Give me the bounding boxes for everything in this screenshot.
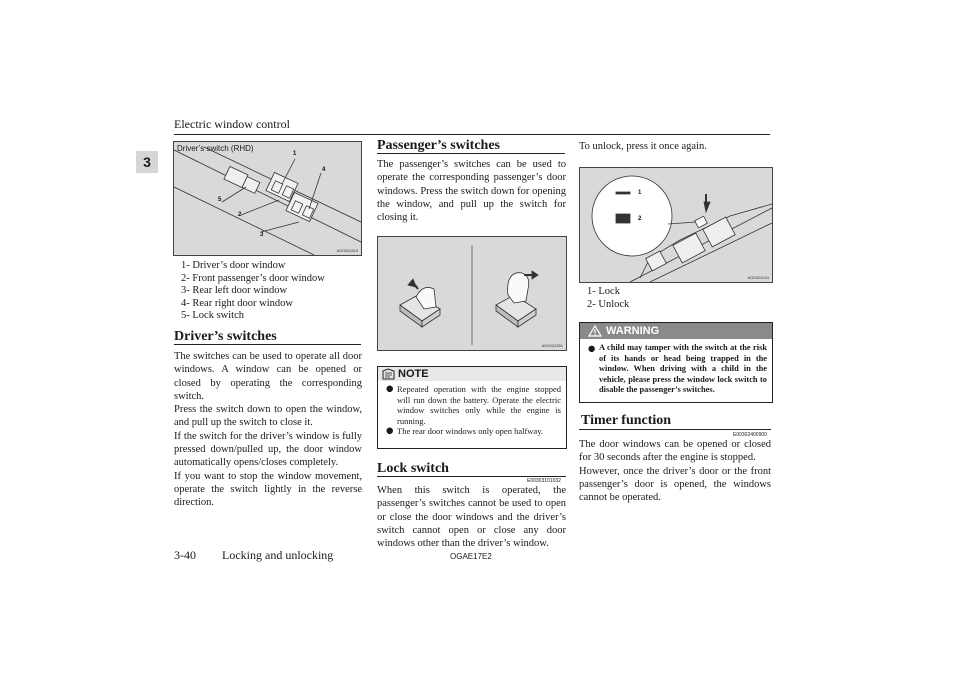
- legend-item: 2- Unlock: [587, 298, 630, 310]
- timer-function-body: [579, 438, 771, 504]
- lock-legend: [587, 286, 767, 311]
- lock-switch-code: E00303101032: [527, 478, 561, 484]
- legend-item: 2- Front passenger’s door window: [181, 272, 325, 284]
- note-title: NOTE: [398, 368, 429, 380]
- note-icon: [382, 368, 395, 380]
- paragraph: However, once the driver’s door or the front passenger’s door is opened, the windows cannot be operated.: [579, 465, 771, 504]
- callout-2: 2: [638, 216, 642, 222]
- note-item-text: Repeated operation with the engine stopped will run down the battery. Operate the electric window switches only while the engine is running.: [397, 384, 561, 426]
- lock-switch-heading: Lock switch: [377, 461, 449, 476]
- passenger-switch-figure: [377, 236, 567, 351]
- warning-item: ● A child may tamper with the switch at the risk of its hands or head being trapped in the window. When driving with a child in the vehicle, please press the window lock switch to disable the passenger’s switches.: [588, 343, 767, 394]
- heading-rule: [579, 429, 771, 430]
- paragraph: The door windows can be opened or closed for 30 seconds after the engine is stopped.: [579, 439, 771, 464]
- callout-5: 5: [218, 197, 222, 203]
- unlock-instruction: To unlock, press it once again.: [579, 141, 707, 152]
- switch-operation-illustration: [378, 237, 566, 350]
- timer-function-heading: Timer function: [581, 413, 672, 428]
- callout-4: 4: [322, 167, 326, 173]
- heading-rule: [174, 344, 361, 345]
- paragraph: Press the switch down to open the window, and pull up the switch to close it.: [174, 404, 362, 429]
- lock-switch-body: [377, 484, 566, 550]
- drivers-switches-body: [174, 350, 362, 510]
- paragraph: If the switch for the driver’s window is fully pressed down/pulled up, the door window automatically opens/closes completely.: [174, 430, 362, 469]
- passengers-switches-body: [377, 158, 566, 224]
- note-item-text: The rear door windows only open halfway.: [397, 426, 544, 437]
- footer-section: Locking and unlocking: [222, 548, 334, 562]
- heading-rule: [377, 476, 566, 477]
- warning-text: A child may tamper with the switch at the risk of its hands or head being trapped in the window. When driving with a child in the vehicle, please press the window lock switch to disable the passenger’s switches.: [599, 343, 767, 394]
- lock-switch-illustration: [580, 168, 772, 282]
- figure-code: AG0024244: [747, 275, 769, 280]
- page-header-title: Electric window control: [174, 117, 290, 131]
- paragraph: When this switch is operated, the passenger’s switches cannot be used to open or close the door windows and the driver’s switch cannot open or close any door windows other than the driver’s window.: [377, 485, 566, 550]
- paragraph: If you want to stop the window movement, operate the switch lightly in the reverse direction.: [174, 470, 362, 509]
- switch-panel-illustration: [174, 142, 361, 255]
- warning-triangle-icon: [588, 325, 602, 337]
- callout-1: 1: [293, 151, 297, 157]
- drivers-switches-heading: Driver’s switches: [174, 329, 277, 344]
- section-tab: 3: [136, 151, 158, 173]
- callout-1: 1: [638, 190, 642, 196]
- legend-item: 3- Rear left door window: [181, 285, 288, 296]
- figure-caption: Driver’s switch (RHD): [177, 144, 254, 153]
- note-item: ● The rear door windows only open halfway.: [386, 426, 544, 437]
- paragraph: The switches can be used to operate all door windows. A window can be opened or closed by operating the corresponding switch.: [174, 351, 362, 402]
- header-rule: [174, 134, 770, 135]
- callout-3: 3: [260, 232, 264, 238]
- warning-box: [579, 322, 773, 403]
- warning-header: [580, 323, 772, 339]
- paragraph: The passenger’s switches can be used to operate the corresponding passenger’s door windows. Press the switch down for opening the window, and pull up the switch for closing it.: [377, 159, 566, 224]
- page-number: 3-40: [174, 548, 196, 562]
- lock-switch-figure: [579, 167, 773, 283]
- heading-rule: [377, 153, 565, 154]
- legend-item: 5- Lock switch: [181, 310, 244, 321]
- callout-2: 2: [238, 212, 242, 218]
- legend-item: 1- Lock: [587, 286, 620, 297]
- legend-item: 1- Driver’s door window: [181, 260, 286, 271]
- warning-title: WARNING: [606, 325, 660, 337]
- passengers-switches-heading: Passenger’s switches: [377, 138, 500, 153]
- legend-item: 4- Rear right door window: [181, 297, 293, 309]
- note-header: [378, 367, 566, 381]
- note-item: ● Repeated operation with the engine stopped will run down the battery. Operate the electric window switches only while the engine is running.: [386, 384, 561, 426]
- note-box: [377, 366, 567, 449]
- timer-function-code: E00302400900: [733, 432, 767, 438]
- figure-code: AG0024315: [336, 248, 358, 253]
- driver-switch-figure: [173, 141, 362, 256]
- driver-switch-legend: [181, 260, 361, 323]
- figure-code: AG0024251: [541, 343, 563, 348]
- document-code: OGAE17E2: [450, 552, 492, 561]
